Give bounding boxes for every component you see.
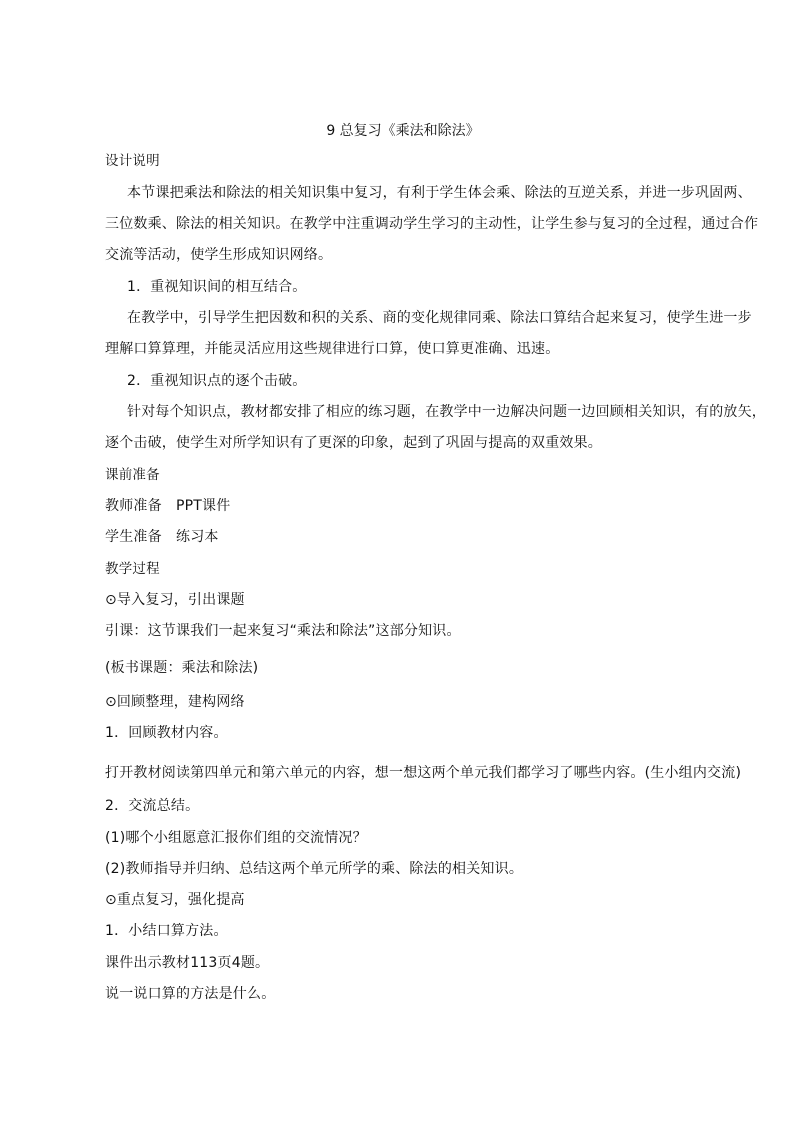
paragraph-line: 三位数乘、除法的相关知识。在教学中注重调动学生学习的主动性，让学生参与复习的全过程，通过合作 <box>105 216 759 232</box>
paragraph-line: 课件出示教材113页4题。 <box>105 955 270 971</box>
paragraph-line: 在教学中，引导学生把因数和积的关系、商的变化规律同乘、除法口算结合起来复习，使学生进一步 <box>127 310 752 326</box>
paragraph-line: 本节课把乘法和除法的相关知识集中复习，有利于学生体会乘、除法的互逆关系，并进一步巩固两、 <box>127 185 752 201</box>
paragraph-line: 理解口算算理，并能灵活应用这些规律进行口算，使口算更准确、迅速。 <box>105 341 560 357</box>
paragraph-line: 打开教材阅读第四单元和第六单元的内容，想一想这两个单元我们都学习了哪些内容。(生小组内交流) <box>105 765 742 781</box>
paragraph-line: (1)哪个小组愿意汇报你们组的交流情况？ <box>105 830 367 846</box>
paragraph-line: 教师准备 PPT课件 <box>105 498 231 514</box>
paragraph-line: 说一说口算的方法是什么。 <box>105 986 276 1002</box>
paragraph-line: 交流等活动，使学生形成知识网络。 <box>105 247 333 263</box>
step-heading: ⊙重点复习，强化提高 <box>105 892 245 908</box>
paragraph-line: 逐个击破，使学生对所学知识有了更深的印象，起到了巩固与提高的双重效果。 <box>105 435 602 451</box>
paragraph-line: 学生准备 练习本 <box>105 529 219 545</box>
paragraph-line: 针对每个知识点，教材都安排了相应的练习题，在教学中一边解决问题一边回顾相关知识，有的放矢， <box>127 404 766 420</box>
paragraph-line: 引课：这节课我们一起来复习“乘法和除法”这部分知识。 <box>105 623 461 639</box>
step-heading: ⊙回顾整理，建构网络 <box>105 694 245 710</box>
paragraph-line: (板书课题：乘法和除法) <box>105 660 259 676</box>
list-heading: 1．重视知识间的相互结合。 <box>127 279 307 295</box>
section-heading-preparation: 课前准备 <box>105 467 160 483</box>
list-heading: 2．交流总结。 <box>105 798 200 814</box>
list-heading: 2．重视知识点的逐个击破。 <box>127 373 307 389</box>
document-title: 9 总复习《乘法和除法》 <box>326 123 480 139</box>
section-heading-process: 教学过程 <box>105 561 160 577</box>
section-heading-design-notes: 设计说明 <box>105 153 160 169</box>
list-heading: 1．小结口算方法。 <box>105 923 228 939</box>
list-heading: 1．回顾教材内容。 <box>105 725 228 741</box>
step-heading: ⊙导入复习，引出课题 <box>105 592 245 608</box>
paragraph-line: (2)教师指导并归纳、总结这两个单元所学的乘、除法的相关知识。 <box>105 861 524 877</box>
